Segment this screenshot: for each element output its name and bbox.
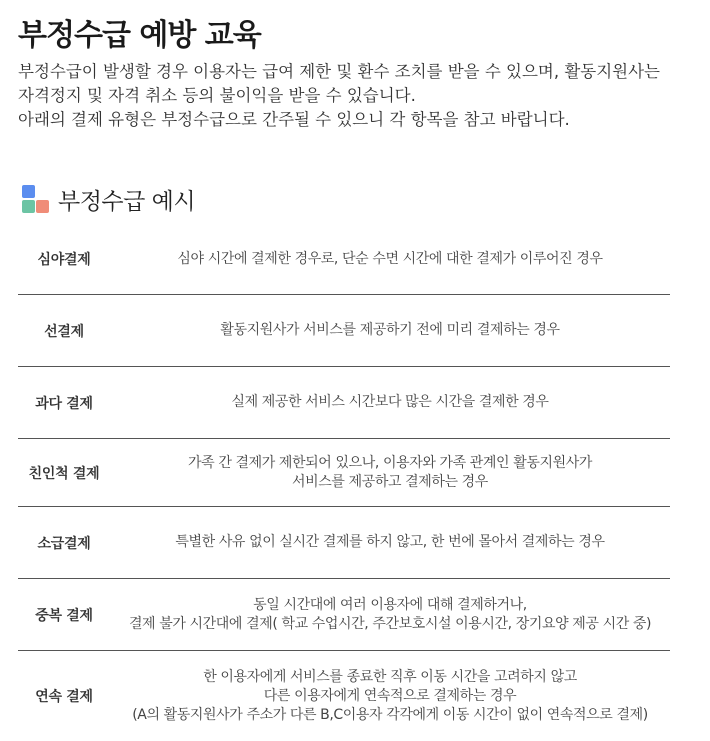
example-description xyxy=(110,668,670,725)
example-description-line: 서비스를 제공하고 결제하는 경우 xyxy=(292,473,488,490)
example-label: 심야결제 xyxy=(37,252,91,268)
example-description-line: 동일 시간대에 여러 이용자에 대해 결제하거나, xyxy=(253,596,527,613)
example-description xyxy=(110,533,670,552)
example-description-line: (A의 활동지원사가 주소가 다른 B,C이용자 각각에게 이동 시간이 없이 연속적으로 결제) xyxy=(132,706,648,723)
example-label: 선결제 xyxy=(44,323,84,340)
example-row xyxy=(18,295,670,367)
example-description-line: 한 이용자에게 서비스를 종료한 직후 이동 시간을 고려하지 않고 xyxy=(203,668,577,685)
example-description-line: 실제 제공한 서비스 시간보다 많은 시간을 결제한 경우 xyxy=(231,394,549,410)
section-heading-text: 부정수급 예시 xyxy=(58,188,196,215)
example-description xyxy=(110,321,670,340)
example-row xyxy=(18,651,670,741)
example-description-line: 활동지원사가 서비스를 제공하기 전에 미리 결제하는 경우 xyxy=(220,322,560,338)
examples-table xyxy=(18,224,670,741)
colored-blocks-icon xyxy=(20,184,50,214)
example-row xyxy=(18,579,670,651)
intro-line-3: 아래의 결제 유형은 부정수급으로 간주될 수 있으니 각 항목을 참고 바랍니다. xyxy=(18,110,570,129)
example-description-line: 가족 간 결제가 제한되어 있으나, 이용자와 가족 관계인 활동지원사가 xyxy=(188,454,592,471)
example-row xyxy=(18,439,670,507)
example-description-line: 다른 이용자에게 연속적으로 결제하는 경우 xyxy=(263,687,517,704)
example-label: 소급결제 xyxy=(37,535,91,552)
example-row xyxy=(18,367,670,439)
page-title: 부정수급 예방 교육 xyxy=(18,18,261,53)
intro-line-2: 자격정지 및 자격 취소 등의 불이익을 받을 수 있습니다. xyxy=(18,86,416,105)
section-heading xyxy=(20,183,195,215)
example-description-line: 결제 불가 시간대에 결제( 학교 수업시간, 주간보호시설 이용시간, 장기요양 제공 시간 중) xyxy=(128,615,652,632)
example-description-line: 특별한 사유 없이 실시간 결제를 하지 않고, 한 번에 몰아서 결제하는 경우 xyxy=(175,534,605,550)
intro-line-1: 부정수급이 발생할 경우 이용자는 급여 제한 및 환수 조치를 받을 수 있으며, 활동지원사는 xyxy=(18,62,660,81)
example-description xyxy=(110,596,670,634)
example-description xyxy=(110,454,670,492)
example-description xyxy=(110,250,670,269)
example-description xyxy=(110,393,670,412)
example-row xyxy=(18,224,670,295)
example-label: 친인척 결제 xyxy=(28,465,100,482)
example-description-line: 심야 시간에 결제한 경우로, 단순 수면 시간에 대한 결제가 이루어진 경우 xyxy=(177,250,603,267)
example-label: 과다 결제 xyxy=(35,395,93,412)
intro-text xyxy=(18,60,698,132)
example-label: 연속 결제 xyxy=(35,689,93,705)
example-row xyxy=(18,507,670,579)
example-label: 중복 결제 xyxy=(35,607,93,624)
